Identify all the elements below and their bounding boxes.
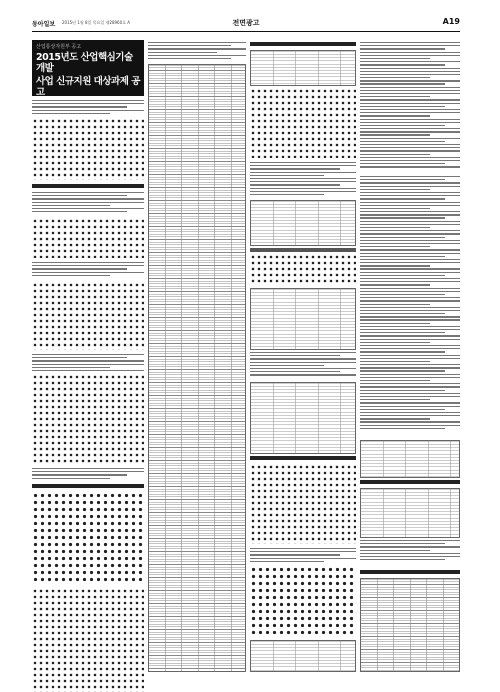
col3-table-1 bbox=[250, 50, 356, 86]
column-4 bbox=[360, 40, 460, 671]
col4-table-1 bbox=[360, 440, 460, 478]
banner-title-line2: 사업 신규지원 대상과제 공고 bbox=[36, 76, 140, 98]
column-3 bbox=[250, 40, 356, 671]
issue-date: 2015년 1월 8일 목요일 제28960호 A bbox=[62, 20, 130, 25]
col3-graphic-4 bbox=[250, 566, 356, 636]
text-block-4 bbox=[32, 468, 144, 481]
col4-table-2 bbox=[360, 488, 460, 538]
text-block-3 bbox=[32, 354, 144, 373]
text-block-1 bbox=[32, 192, 144, 214]
diagram-graphic bbox=[32, 492, 144, 584]
column-2 bbox=[148, 40, 246, 671]
col3-graphic-3 bbox=[250, 464, 356, 544]
col2-intro bbox=[148, 42, 246, 61]
col3-bar-1 bbox=[250, 42, 356, 46]
col3-table-2 bbox=[250, 200, 356, 246]
col3-bar-2 bbox=[250, 248, 356, 252]
col3-table-3 bbox=[250, 288, 356, 350]
notice-graphic-5 bbox=[32, 588, 144, 692]
col4-bar-1 bbox=[360, 480, 460, 484]
banner-title-line1: 2015년도 산업핵심기술개발 bbox=[36, 52, 133, 74]
intro-text-block bbox=[32, 100, 144, 116]
notice-graphic-1 bbox=[32, 118, 144, 180]
page-number: A19 bbox=[442, 17, 460, 26]
text-block-2 bbox=[32, 262, 144, 278]
col3-graphic-2 bbox=[250, 254, 356, 284]
col3-bar-3 bbox=[250, 456, 356, 460]
section-bar-2 bbox=[32, 484, 144, 488]
col3-text-3 bbox=[250, 548, 356, 564]
newspaper-name: 동아일보 bbox=[32, 21, 56, 28]
header-rule bbox=[32, 31, 460, 32]
section-title: 전면광고 bbox=[232, 19, 260, 27]
project-list-table bbox=[148, 64, 246, 672]
col4-text-1 bbox=[360, 42, 460, 170]
banner-subtitle: 산업통상자원부 공고 bbox=[36, 44, 82, 50]
col3-graphic-1 bbox=[250, 88, 356, 158]
notice-graphic-4 bbox=[32, 374, 144, 464]
section-bar-1 bbox=[32, 184, 144, 188]
col3-table-5 bbox=[250, 640, 356, 672]
column-1 bbox=[32, 40, 144, 671]
col3-text-2 bbox=[250, 352, 356, 378]
col4-table-3 bbox=[360, 578, 460, 672]
col4-bar-2 bbox=[360, 570, 460, 574]
col4-text-2 bbox=[360, 176, 460, 431]
notice-graphic-2 bbox=[32, 218, 144, 258]
col4-text-3 bbox=[360, 540, 460, 562]
col3-text-1 bbox=[250, 162, 356, 197]
notice-graphic-3 bbox=[32, 282, 144, 350]
page-header bbox=[32, 16, 460, 30]
announcement-banner bbox=[32, 40, 144, 96]
col3-table-4 bbox=[250, 382, 356, 454]
